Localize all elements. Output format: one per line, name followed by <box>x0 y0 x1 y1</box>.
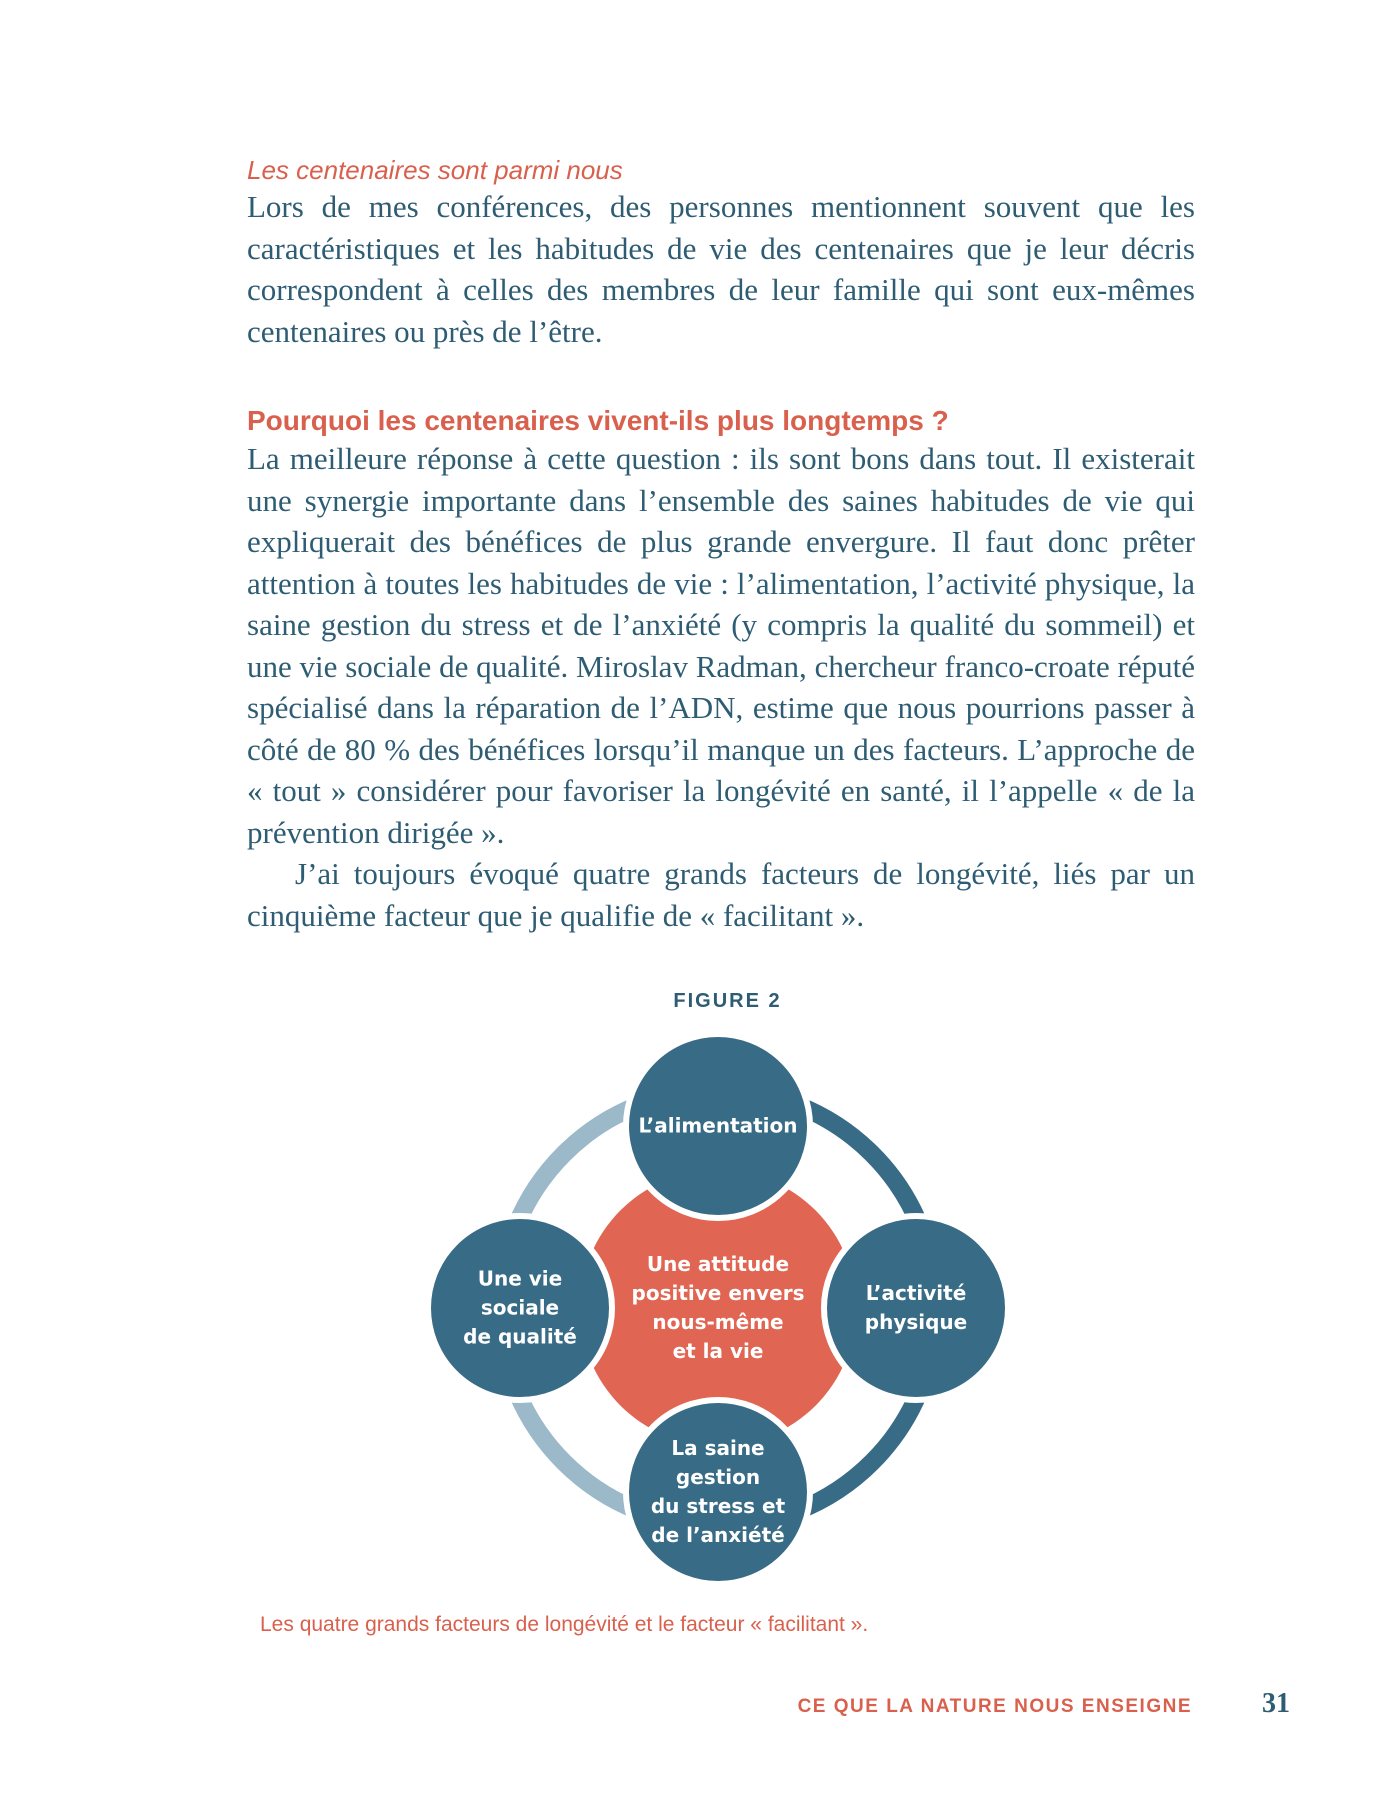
heading-pourquoi: Pourquoi les centenaires vivent-ils plus longtemps ? <box>247 405 949 436</box>
node-bottom-label-line: de l’anxiété <box>651 1523 785 1547</box>
center-label-line: et la vie <box>672 1339 764 1363</box>
node-left-label-line: Une vie <box>477 1266 563 1291</box>
node-right-label <box>865 1279 967 1337</box>
node-bottom-label-line: La saine <box>671 1436 765 1460</box>
node-top-label <box>638 1112 797 1141</box>
node-bottom-label-line: gestion <box>675 1465 761 1489</box>
figure-caption: Les quatre grands facteurs de longévité et le facteur « facilitant ». <box>260 1613 869 1636</box>
node-left-label <box>463 1265 577 1352</box>
figure-label: FIGURE 2 <box>673 990 782 1012</box>
subheading-centenaires: Les centenaires sont parmi nous <box>247 155 623 185</box>
figure-2 <box>0 990 1395 1670</box>
paragraph-meilleure-reponse: La meilleure réponse à cette question : ils sont bons dans tout. Il existerait une synergie importante dans l’ensemble des saines habitudes de vie qui expliquerait des bénéfices de plus grande envergure. Il faut donc prêter attention à toutes les habitudes de vie : l’alimentation, l’activité physique, la saine gestion du stress et de l’anxiété (y compris la qualité du sommeil) et une vie sociale de qualité. Miroslav Radman, chercheur franco-croate réputé spécialisé dans la réparation de l’ADN, estime que nous pourrions passer à côté de 80 % des bénéfices lorsqu’il manque un des facteurs. L’approche de « tout » considérer pour favoriser la longévité en santé, il l’appelle « de la prévention dirigée ». <box>247 441 1195 850</box>
center-label <box>632 1250 805 1366</box>
node-bottom-label <box>651 1434 785 1550</box>
center-label-line: positive envers <box>631 1281 805 1305</box>
node-top-label-line: L’alimentation <box>638 1113 798 1138</box>
longevity-diagram <box>420 1028 1016 1588</box>
center-label-line: nous-même <box>652 1310 784 1334</box>
page-number: 31 <box>1262 1688 1290 1719</box>
node-left-label-line: de qualité <box>463 1324 577 1349</box>
section-centenaires-parmi-nous <box>247 154 1195 352</box>
node-right-label-line: L’activité <box>865 1281 967 1305</box>
text-column <box>247 154 1195 936</box>
section-pourquoi <box>247 404 1195 936</box>
center-label-line: Une attitude <box>646 1252 790 1276</box>
node-right-label-line: physique <box>864 1310 968 1334</box>
running-title: CE QUE LA NATURE NOUS ENSEIGNE <box>797 1696 1192 1717</box>
node-left-label-line: sociale <box>480 1295 560 1320</box>
paragraph-conferences: Lors de mes conférences, des personnes mentionnent souvent que les caractéristiques et les habitudes de vie des centenaires que je leur décris correspondent à celles des membres de leur famille qui sont eux-mêmes centenaires ou près de l’être. <box>247 189 1195 349</box>
paragraph-quatre-facteurs: J’ai toujours évoqué quatre grands facteurs de longévité, liés par un cinquième facteur que je qualifie de « facilitant ». <box>247 856 1195 933</box>
node-bottom-label-line: du stress et <box>650 1494 786 1518</box>
